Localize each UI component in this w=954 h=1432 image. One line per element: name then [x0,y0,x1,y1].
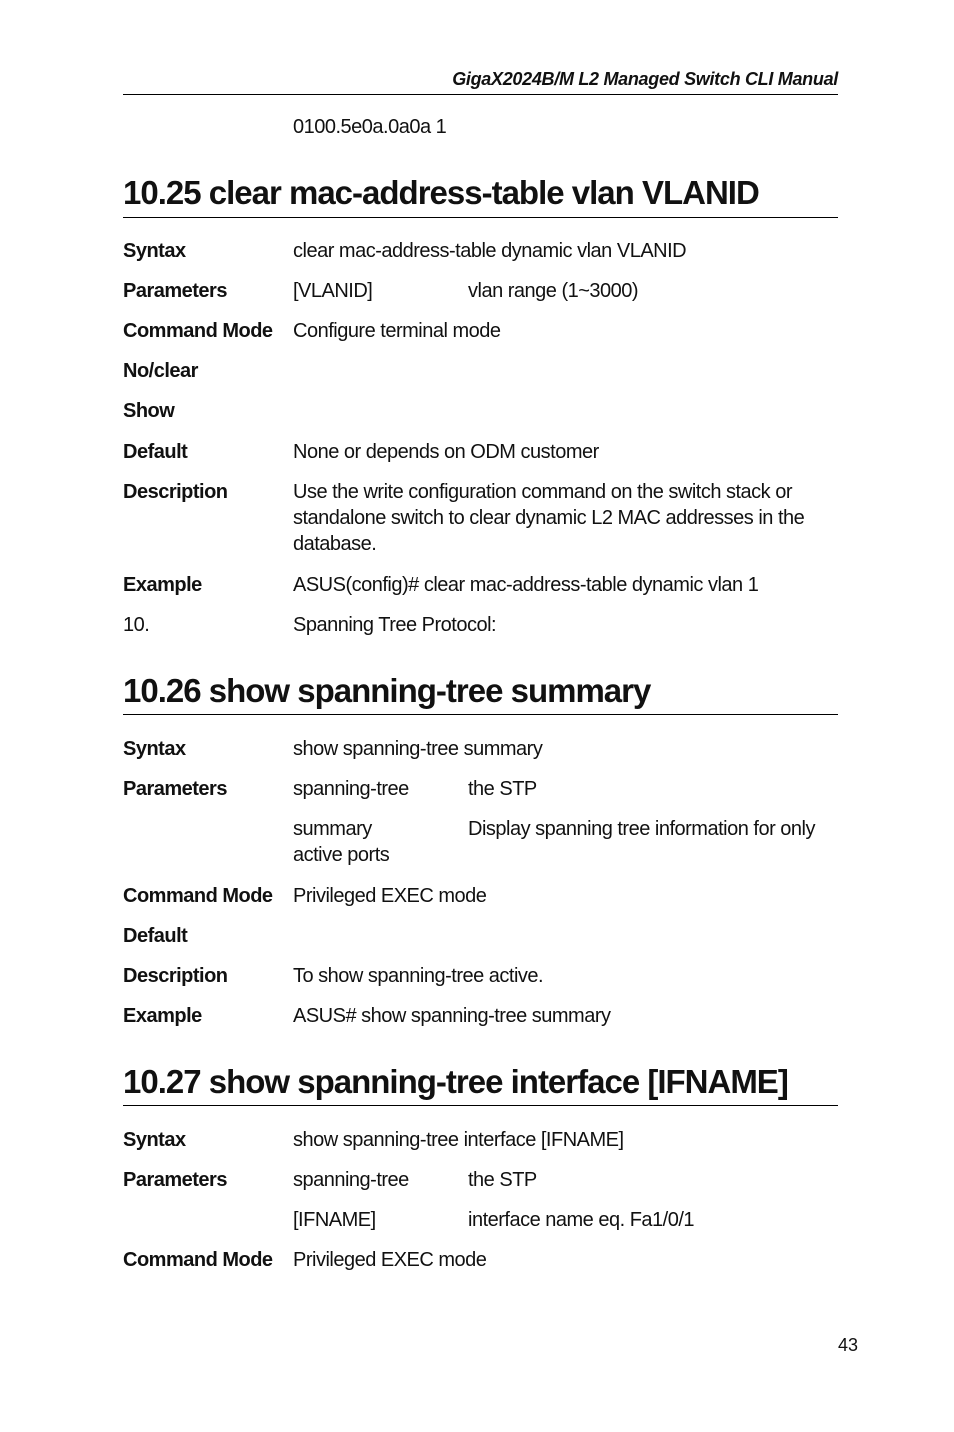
section-divider [123,1105,838,1106]
description-label: Description [123,965,228,987]
default-label: Default [123,925,188,947]
default-label: Default [123,441,188,463]
section-divider [123,217,838,218]
parameter-description: the STP [468,778,537,800]
section-heading-10-25: 10.25 clear mac-address-table vlan VLANID [123,174,759,211]
description-value: To show spanning-tree active. [293,965,544,987]
example-label: Example [123,1005,202,1027]
example-label: Example [123,574,202,596]
command-mode-value: Privileged EXEC mode [293,1249,487,1271]
show-label: Show [123,400,175,422]
section-divider [123,714,838,715]
parameter-name: [IFNAME] [293,1209,376,1231]
syntax-value: show spanning-tree summary [293,738,543,760]
section-heading-10-26: 10.26 show spanning-tree summary [123,672,651,709]
parameter-name: spanning-tree [293,778,409,800]
parameters-label: Parameters [123,778,227,800]
header-divider [123,94,838,95]
description-line: standalone switch to clear dynamic L2 MAC addresses in the [293,507,805,529]
syntax-value: show spanning-tree interface [IFNAME] [293,1129,624,1151]
parameter-description: interface name eq. Fa1/0/1 [468,1209,695,1231]
description-label: Description [123,481,228,503]
syntax-label: Syntax [123,738,186,760]
syntax-value: clear mac-address-table dynamic vlan VLANID [293,240,687,262]
parameters-label: Parameters [123,280,227,302]
parameter-description: the STP [468,1169,537,1191]
description-line: Use the write configuration command on the switch stack or [293,481,793,503]
parameter-name: active ports [293,844,390,866]
syntax-label: Syntax [123,1129,186,1151]
command-mode-value: Privileged EXEC mode [293,885,487,907]
command-mode-label: Command Mode [123,885,273,907]
command-mode-label: Command Mode [123,1249,273,1271]
parameter-name: spanning-tree [293,1169,409,1191]
default-value: None or depends on ODM customer [293,441,599,463]
chapter-title: Spanning Tree Protocol: [293,614,497,636]
syntax-label: Syntax [123,240,186,262]
continued-line: 0100.5e0a.0a0a 1 [293,116,447,138]
chapter-number: 10. [123,614,150,636]
command-mode-value: Configure terminal mode [293,320,501,342]
parameter-description: vlan range (1~3000) [468,280,639,302]
page-number: 43 [838,1335,859,1355]
example-value: ASUS# show spanning-tree summary [293,1005,611,1027]
parameter-description: Display spanning tree information for only [468,818,815,840]
manual-title: GigaX2024B/M L2 Managed Switch CLI Manual [452,69,838,89]
parameter-name: [VLANID] [293,280,373,302]
description-line: database. [293,533,377,555]
no-clear-label: No/clear [123,360,198,382]
parameters-label: Parameters [123,1169,227,1191]
example-value: ASUS(config)# clear mac-address-table dynamic vlan 1 [293,574,759,596]
section-heading-10-27: 10.27 show spanning-tree interface [IFNAME] [123,1063,788,1100]
command-mode-label: Command Mode [123,320,273,342]
parameter-name: summary [293,818,372,840]
